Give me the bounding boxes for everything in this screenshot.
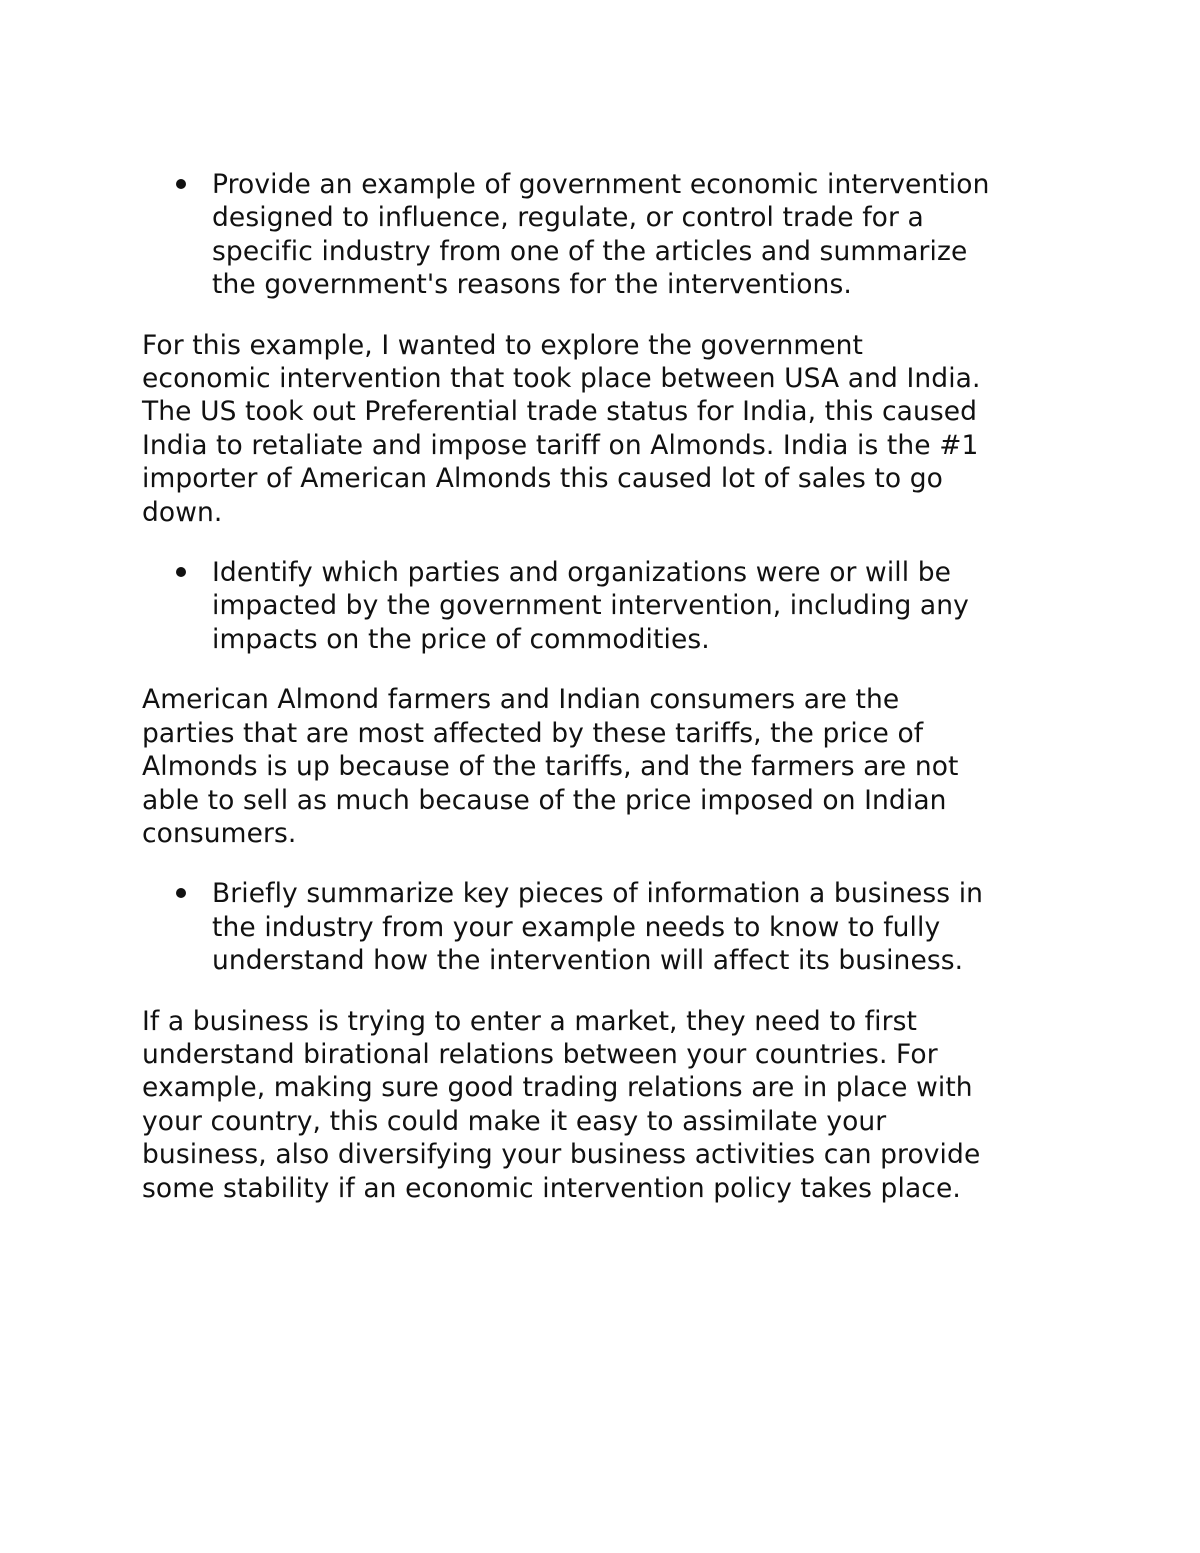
text-line: Provide an example of government economic intervention	[212, 169, 990, 200]
text-line: some stability if an economic intervention policy takes place.	[142, 1172, 961, 1204]
text-line: Identify which parties and organizations were or will be	[212, 557, 952, 589]
text-line: example, making sure good trading relations are in place with	[142, 1072, 973, 1104]
text-line: India to retaliate and impose tariff on Almonds. India is the #1	[142, 429, 979, 461]
bullet-question-2	[142, 556, 1072, 656]
text-line: impacted by the government intervention, including any	[212, 590, 969, 622]
text-line: business, also diversifying your business activities can provide	[142, 1139, 981, 1171]
text-line: For this example, I wanted to explore the government	[142, 329, 864, 361]
text-line: parties that are most affected by these tariffs, the price of	[142, 717, 924, 749]
bullet-dot-icon	[176, 888, 186, 898]
bullet-question-3	[142, 877, 1072, 977]
bullet-dot-icon	[176, 179, 186, 189]
bullet-dot-icon	[176, 567, 186, 577]
text-line: If a business is trying to enter a market, they need to first	[142, 1005, 917, 1037]
text-line: your country, this could make it easy to assimilate your	[142, 1105, 887, 1137]
text-line: American Almond farmers and Indian consumers are the	[142, 684, 900, 716]
answer-paragraph-3	[142, 1005, 1072, 1205]
text-line: importer of American Almonds this caused lot of sales to go	[142, 463, 943, 495]
text-line: specific industry from one of the articles and summarize	[212, 235, 968, 267]
document-page	[142, 168, 1072, 1232]
answer-paragraph-1	[142, 329, 1072, 529]
text-line: down.	[142, 496, 223, 528]
text-line: economic intervention that took place between USA and India.	[142, 363, 981, 395]
text-line: Briefly summarize key pieces of information a business in	[212, 878, 984, 910]
text-line: Almonds is up because of the tariffs, and the farmers are not	[142, 751, 959, 783]
bullet-question-1	[142, 168, 1072, 302]
text-line: The US took out Preferential trade status for India, this caused	[142, 396, 978, 428]
answer-paragraph-2	[142, 683, 1072, 850]
text-line: able to sell as much because of the price imposed on Indian	[142, 784, 947, 816]
text-line: understand birational relations between your countries. For	[142, 1038, 938, 1070]
text-line: impacts on the price of commodities.	[212, 623, 710, 655]
text-line: understand how the intervention will affect its business.	[212, 945, 964, 977]
text-line: the government's reasons for the interventions.	[212, 269, 852, 301]
text-line: designed to influence, regulate, or control trade for a	[212, 202, 924, 234]
text-line: consumers.	[142, 817, 297, 849]
text-line: the industry from your example needs to know to fully	[212, 911, 941, 943]
